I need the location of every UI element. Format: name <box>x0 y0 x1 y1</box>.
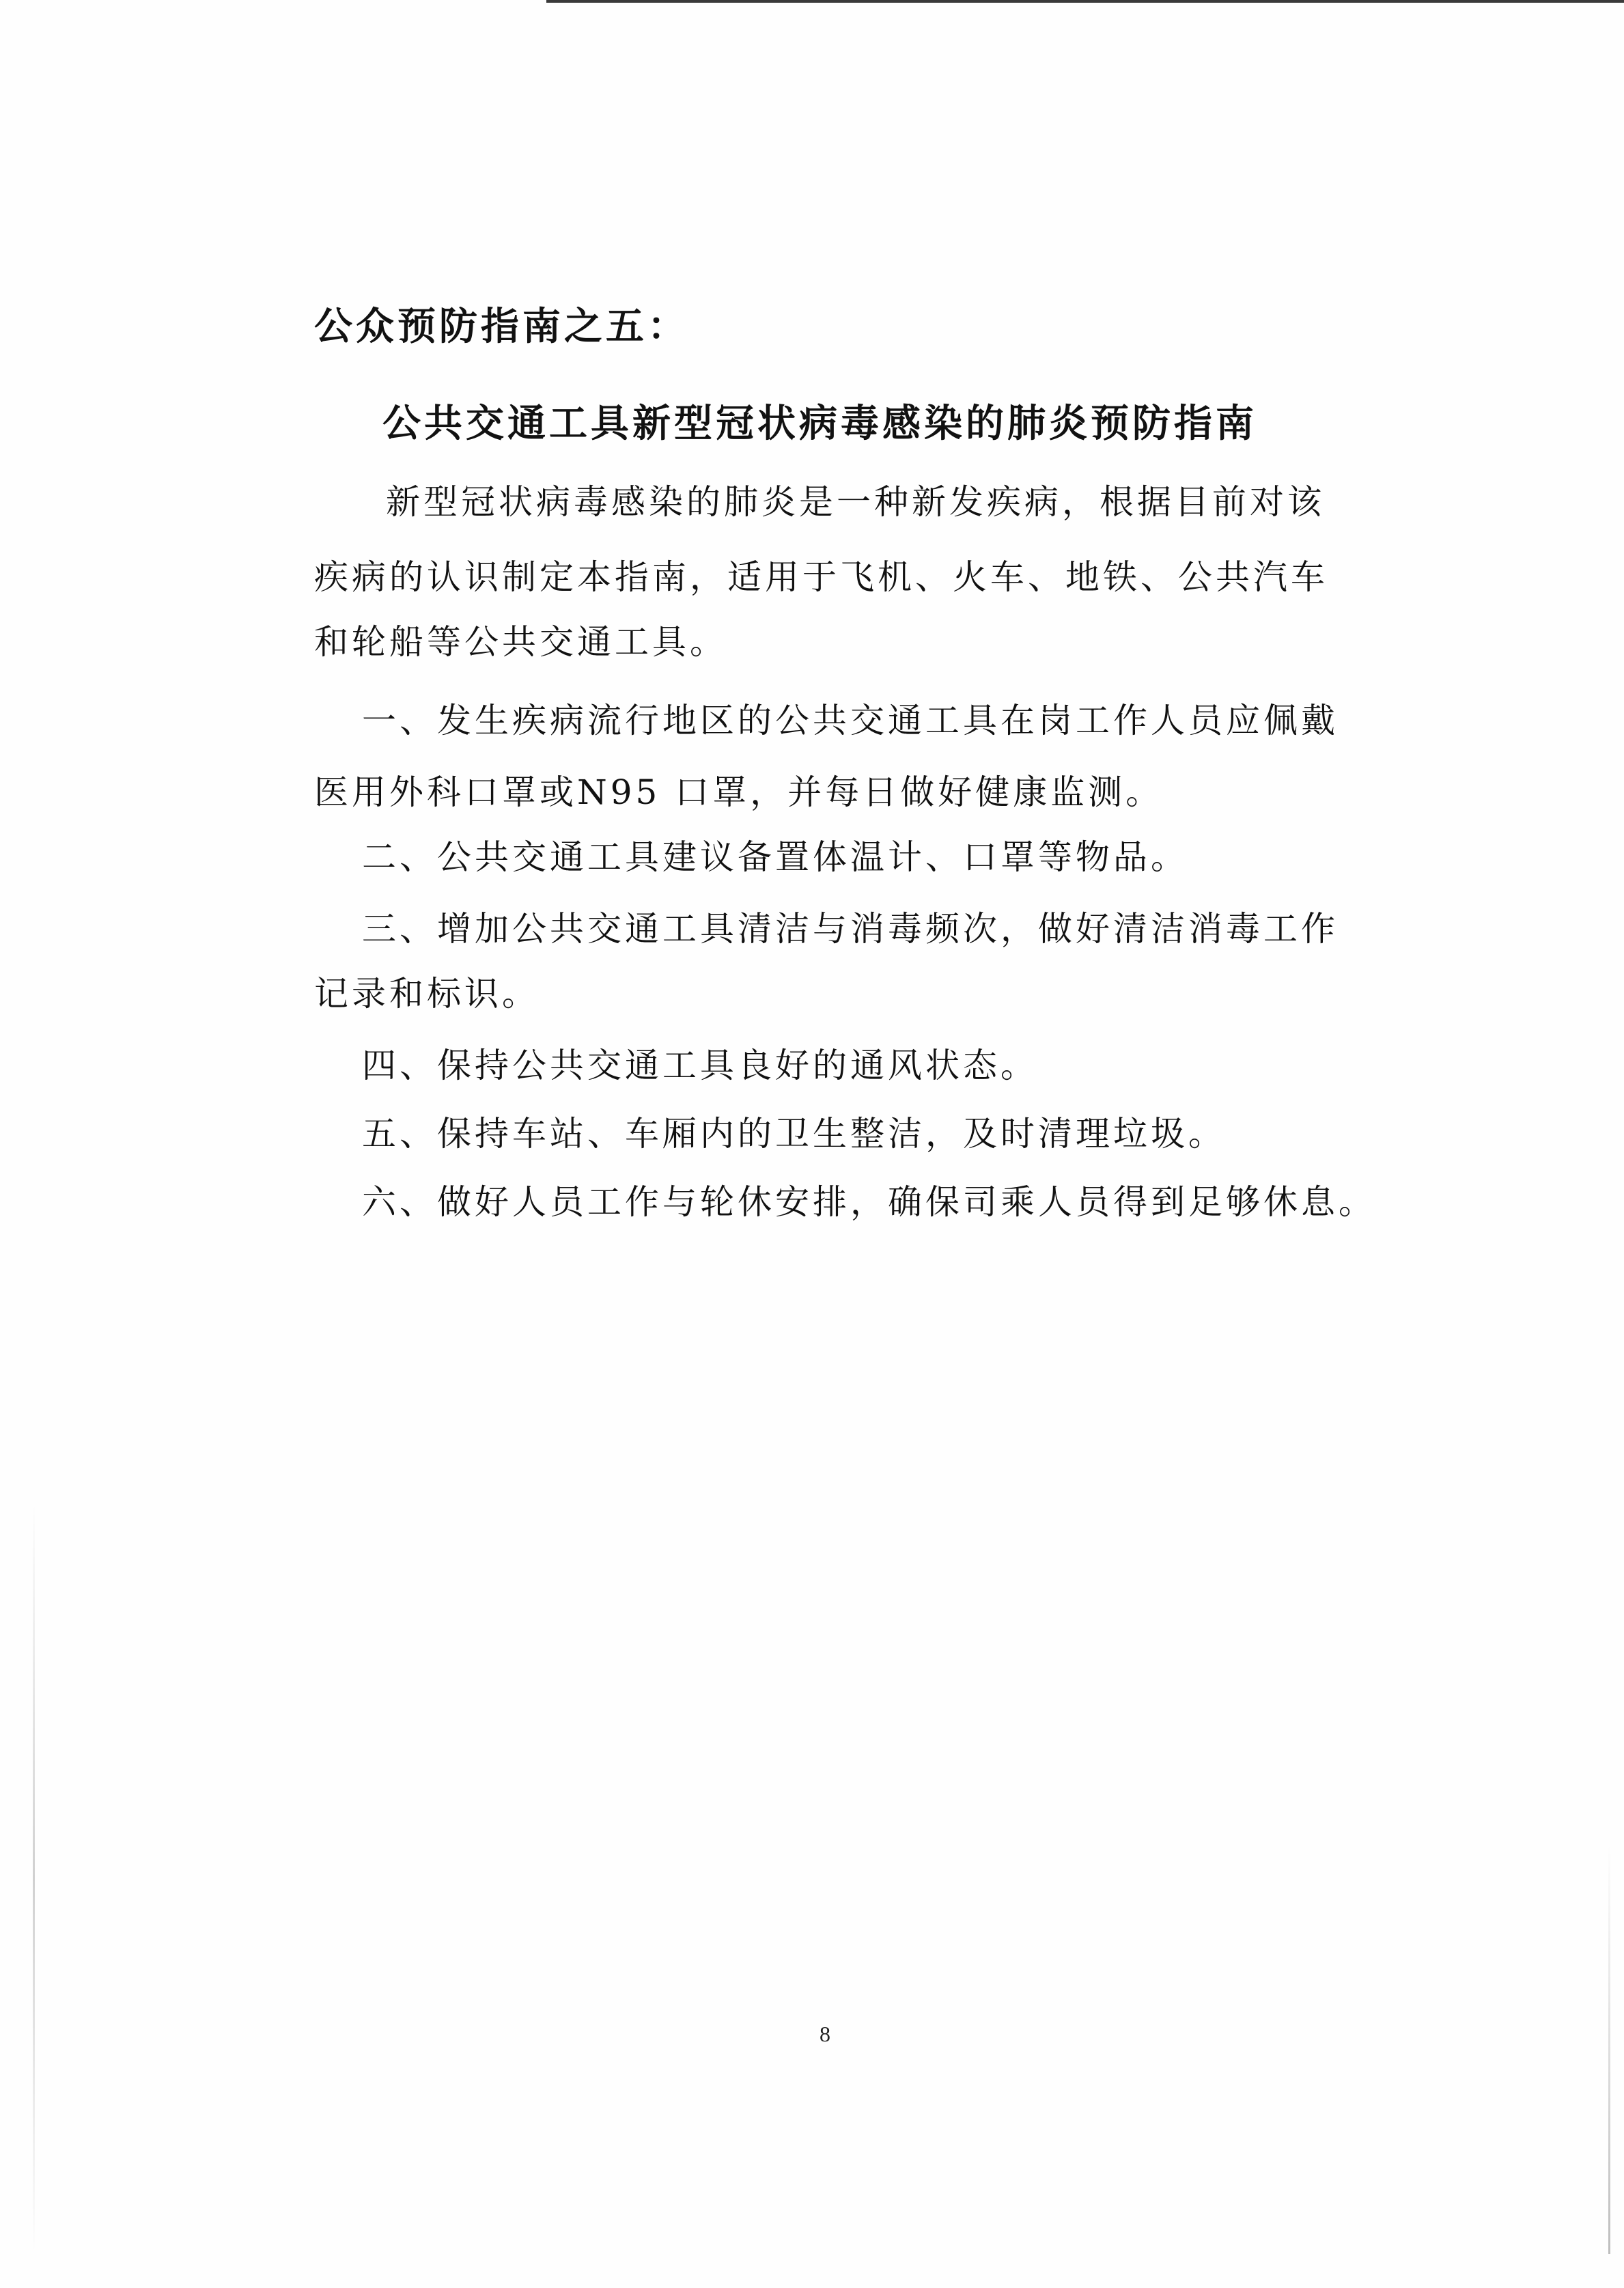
paragraph-line: 医用外科口罩或N95 口罩，并每日做好健康监测。 <box>314 772 1164 812</box>
paragraph-line: 二、公共交通工具建议备置体温计、口罩等物品。 <box>362 837 1188 877</box>
document-title: 公共交通工具新型冠状病毒感染的肺炎预防指南 <box>382 401 1257 446</box>
scan-left-shadow <box>33 1503 35 2254</box>
paragraph-line: 一、发生疾病流行地区的公共交通工具在岗工作人员应佩戴 <box>362 701 1339 740</box>
paragraph-line: 四、保持公共交通工具良好的通风状态。 <box>362 1046 1038 1085</box>
paragraph-line: 三、增加公共交通工具清洁与消毒频次，做好清洁消毒工作 <box>362 909 1339 949</box>
paragraph-line: 记录和标识。 <box>314 974 540 1014</box>
paragraph-line: 和轮船等公共交通工具。 <box>314 622 727 662</box>
paragraph-line: 六、做好人员工作与轮休安排，确保司乘人员得到足够休息。 <box>362 1182 1376 1222</box>
paragraph-line: 五、保持车站、车厢内的卫生整洁，及时清理垃圾。 <box>362 1114 1226 1154</box>
scan-right-shadow <box>1608 1844 1610 2254</box>
paragraph-line: 疾病的认识制定本指南，适用于飞机、火车、地铁、公共汽车 <box>314 557 1328 597</box>
scan-top-edge <box>546 0 1624 3</box>
page-number: 8 <box>820 2022 830 2046</box>
paragraph-line: 新型冠状病毒感染的肺炎是一种新发疾病，根据目前对该 <box>386 482 1325 522</box>
section-heading: 公众预防指南之五： <box>314 304 689 349</box>
